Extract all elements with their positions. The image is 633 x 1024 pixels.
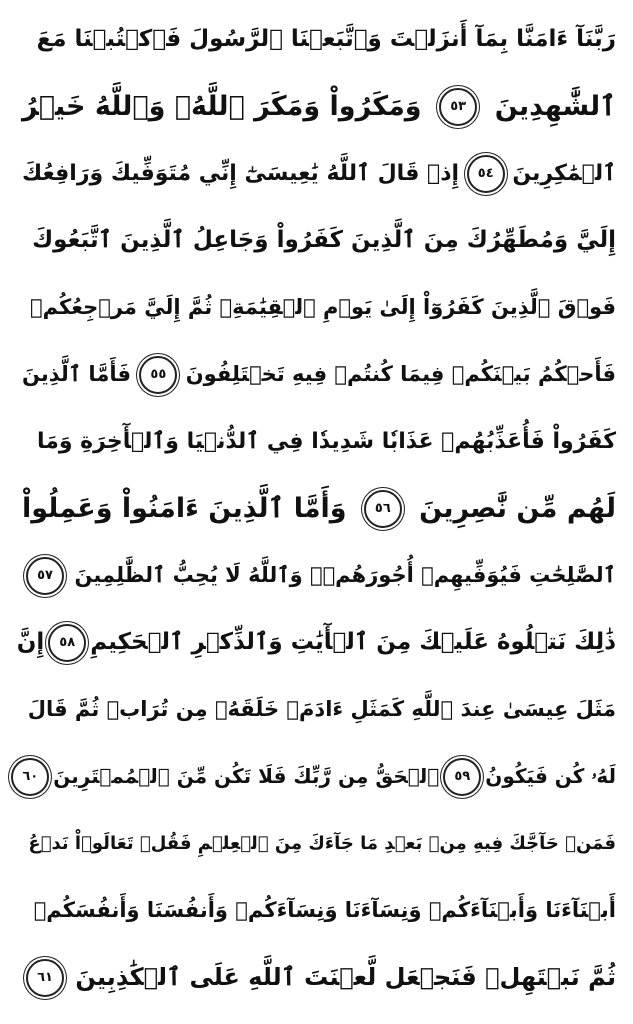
verse-line xyxy=(22,6,616,73)
ayah-number-marker: ٥٦ xyxy=(364,490,402,528)
verse-text: ٱلشَّٰهِدِينَ xyxy=(494,91,616,122)
verse-text: فَأَمَّا ٱلَّذِينَ xyxy=(22,362,131,386)
verse-line xyxy=(22,810,616,877)
verse-text: لَهُم مِّن نَّٰصِرِينَ xyxy=(419,493,616,524)
verse-line xyxy=(22,207,616,274)
verse-text: رَبَّنَآ ءَامَنَّا بِمَآ أَنزَلۡتَ وَٱتَّبَعۡنَا ٱلرَّسُولَ فَٱكۡتُبۡنَا مَعَ xyxy=(36,26,616,52)
verse-line xyxy=(22,542,616,609)
verse-text: فَمَنۡ حَآجَّكَ فِيهِ مِنۢ بَعۡدِ مَا جَآءَكَ مِنَ ٱلۡعِلۡمِ فَقُلۡ تَعَالَوۡاْ نَدۡعُ xyxy=(28,833,616,854)
verse-text: إِلَيَّ وَمُطَهِّرُكَ مِنَ ٱلَّذِينَ كَفَرُواْ وَجَاعِلُ ٱلَّذِينَ ٱتَّبَعُوكَ xyxy=(32,227,616,253)
verse-line xyxy=(22,944,616,1011)
verse-text: وَمَكَرُواْ وَمَكَرَ ٱللَّهُۖ وَٱللَّهُ خَيۡرُ xyxy=(22,91,422,122)
verse-text: لَهُۥ كُن فَيَكُونُ xyxy=(485,764,616,788)
verse-text: مَثَلَ عِيسَىٰ عِندَ ٱللَّهِ كَمَثَلِ ءَادَمَۖ خَلَقَهُۥ مِن تُرَابٖ ثُمَّ قَالَ xyxy=(27,697,616,721)
verse-text: ٱلصَّٰلِحَٰتِ فَيُوَفِّيهِمۡ أُجُورَهُمۡۗ وَٱللَّهُ لَا يُحِبُّ ٱلظَّٰلِمِينَ xyxy=(74,563,616,587)
ayah-number-marker: ٥٤ xyxy=(467,155,505,193)
verse-text: إِذۡ قَالَ ٱللَّهُ يَٰعِيسَىٰٓ إِنِّي مُتَوَفِّيكَ وَرَافِعُكَ xyxy=(22,161,460,186)
verse-text: فَأَحۡكُمُ بَيۡنَكُمۡ فِيمَا كُنتُمۡ فِيهِ تَخۡتَلِفُونَ xyxy=(185,362,616,386)
verse-line xyxy=(22,140,616,207)
verse-text: فَوۡقَ ٱلَّذِينَ كَفَرُوٓاْ إِلَىٰ يَوۡمِ ٱلۡقِيَٰمَةِۖ ثُمَّ إِلَيَّ مَرۡجِعُكُمۡ xyxy=(29,295,616,319)
verse-text: أَبۡنَآءَنَا وَأَبۡنَآءَكُمۡ وَنِسَآءَنَا وَنِسَآءَكُمۡ وَأَنفُسَنَا وَأَنفُسَكُمۡ xyxy=(33,898,616,922)
ayah-number-marker: ٥٥ xyxy=(139,356,177,394)
ayah-number-marker: ٥٣ xyxy=(439,88,477,126)
verse-line xyxy=(22,341,616,408)
verse-text: كَفَرُواْ فَأُعَذِّبُهُمۡ عَذَابٗا شَدِيدٗا فِي ٱلدُّنۡيَا وَٱلۡأٓخِرَةِ وَمَا xyxy=(36,429,616,454)
verse-line xyxy=(22,408,616,475)
ayah-number-marker: ٦١ xyxy=(26,959,64,997)
verse-text: وَأَمَّا ٱلَّذِينَ ءَامَنُواْ وَعَمِلُواْ xyxy=(22,493,347,524)
verse-text: ٱلۡحَقُّ مِن رَّبِّكَ فَلَا تَكُن مِّنَ ٱلۡمُمۡتَرِينَ xyxy=(53,764,440,788)
verse-line xyxy=(22,877,616,944)
verse-line xyxy=(22,676,616,743)
verse-lines xyxy=(16,6,616,1011)
verse-line xyxy=(22,475,616,542)
verse-line xyxy=(16,609,616,676)
verse-text: إِنَّ xyxy=(16,629,45,655)
ayah-number-marker: ٥٧ xyxy=(26,557,64,595)
ayah-number-marker: ٦٠ xyxy=(11,758,49,796)
verse-text: ثُمَّ نَبۡتَهِلۡ فَنَجۡعَل لَّعۡنَتَ ٱللَّهِ عَلَى ٱلۡكَٰذِبِينَ xyxy=(75,963,616,991)
verse-text: ذَٰلِكَ نَتۡلُوهُ عَلَيۡكَ مِنَ ٱلۡأٓيَٰتِ وَٱلذِّكۡرِ ٱلۡحَكِيمِ xyxy=(90,629,616,655)
verse-line xyxy=(22,73,616,140)
ayah-number-marker: ٥٩ xyxy=(443,758,481,796)
verse-line xyxy=(22,274,616,341)
verse-line xyxy=(22,743,616,810)
ayah-number-marker: ٥٨ xyxy=(48,624,86,662)
verse-text: ٱلۡمَٰكِرِينَ xyxy=(512,161,616,186)
